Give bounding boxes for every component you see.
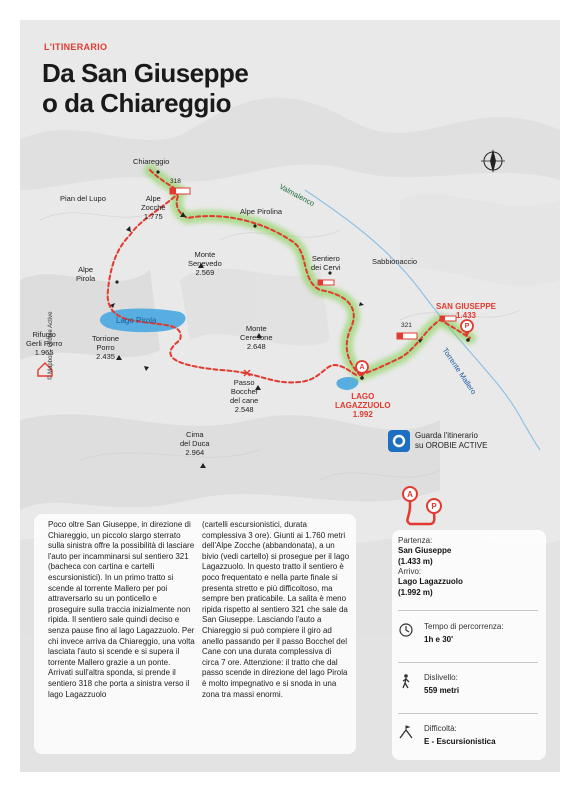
page-title [42, 58, 248, 118]
label-pian-del-lupo: Pian del Lupo [60, 194, 106, 203]
trail-318-label: 318 [170, 178, 181, 185]
section-label: L'ITINERARIO [44, 42, 108, 52]
magazine-page [20, 20, 560, 772]
partenza-label: Partenza: [398, 536, 433, 545]
label-alpe-pirola: Alpe Pirola [76, 265, 96, 283]
dislivello-label: Dislivello: [424, 673, 458, 682]
label-alpe-zocche: Alpe Zocche 1.775 [141, 194, 166, 221]
marker-p-letter: P [464, 323, 470, 330]
difficolta-value: E - Escursionistica [424, 737, 496, 746]
title-line-1: Da San Giuseppe [42, 58, 249, 88]
clock-icon [398, 622, 414, 638]
map-credit: © Mapbox - Orobie Active [48, 311, 54, 380]
label-torrente-mallero: Torrente Mallero [440, 346, 479, 396]
route-a-to-p-icon [400, 484, 450, 530]
svg-text:P: P [431, 502, 437, 511]
difficolta-label: Difficoltà: [424, 724, 457, 733]
info-panel [392, 530, 546, 760]
label-san-giuseppe: SAN GIUSEPPE 1.433 [436, 302, 497, 320]
label-monte-ceresone: Monte Ceresone 2.648 [240, 324, 273, 351]
orobie-active-logo-icon [388, 430, 410, 452]
orobie-active-link[interactable] [388, 430, 487, 452]
trail-321-label: 321 [401, 322, 412, 329]
dislivello-value: 559 metri [424, 686, 460, 695]
label-sabbionaccio: Sabbionaccio [372, 257, 418, 266]
title-line-2: o da Chiareggio [42, 88, 231, 118]
label-torrione-porro: Torrione Porro 2.435 [92, 334, 120, 361]
label-lago-pirola: Lago Pirola [116, 316, 157, 325]
svg-text:A: A [407, 490, 413, 499]
tempo-label: Tempo di percorrenza: [424, 622, 504, 631]
label-monte-senevedo: Monte Senevedo 2.569 [188, 250, 222, 277]
hiker-icon [398, 673, 414, 689]
marker-a-letter: A [359, 364, 365, 371]
app-link-text: Guarda l'itinerario su OROBIE ACTIVE [415, 431, 488, 450]
arrivo-label: Arrivo: [398, 567, 422, 576]
partenza-value: San Giuseppe (1.433 m) [398, 546, 452, 566]
label-chiareggio: Chiareggio [133, 157, 170, 166]
label-sentiero-cervi: Sentiero dei Cervi [311, 254, 341, 272]
arrivo-value: Lago Lagazzuolo (1.992 m) [398, 577, 463, 597]
difficulty-icon [398, 724, 414, 740]
label-rifugio-gerli-porro: Rifugio Gerli Porro 1.965 [26, 330, 63, 357]
body-text-column-1: Poco oltre San Giuseppe, in direzione di Chiareggio, un piccolo slargo sterrato sulla sinistra offre la possibilità di lasciare l'auto per incamminarsi sul sentiero 321 (bacheca con cartina e cartelli escursionistici). In un primo tratto si scende al torrente Mallero per poi attraversarlo su un ponticello e proseguire sulla traccia inizialmente non ripida. Il sentiero sale quindi deciso e senza pause fino al lago Lagazzuolo. Per chi invece arriva da Chiareggio, una volta lasciata l'auto si scende e si supera il torrente Mallero grazie a un ponte. Arrivati sull'altra sponda, si prende il sentiero 318 che porta a sinistra verso il lago Lagazzuolo [48, 520, 195, 699]
label-alpe-pirolina: Alpe Pirolina [240, 207, 283, 216]
tempo-value: 1h e 30' [424, 635, 454, 644]
lake-lagazzuolo [336, 377, 358, 390]
body-text-panel [34, 514, 356, 754]
label-valmalenco: Valmalenco [277, 182, 317, 209]
label-lago-lagazzuolo: LAGO LAGAZZUOLO 1.992 [335, 392, 391, 419]
label-passo-bocchel: Passo Bocchel del cane 2.548 [230, 378, 259, 414]
body-text-column-2: (cartelli escursionistici, durata complessiva 3 ore). Giunti ai 1.760 metri dell'Alpe Zocche (abbandonata), a un bivio (vedi cartello) si prosegue per il lago Lagazzuolo. In questo tratto il sentiero è poco frequentato e nella parte finale si presenta stretto e più difficoltoso, ma sempre ben praticabile. La salita è meno ripida rispetto al sentiero 321 che sale da San Giuseppe. Lasciando l'auto a Chiareggio si può compiere il giro ad anello passando per il passo Bocchel del Cane con una durata complessiva di circa 7 ore. Attenzione: il tratto che dal passo scende in direzione del lago Pirola è molto impegnativo e si snoda in una zona tra massi enormi. [202, 520, 350, 699]
label-cima-del-duca: Cima del Duca 2.964 [180, 430, 210, 457]
